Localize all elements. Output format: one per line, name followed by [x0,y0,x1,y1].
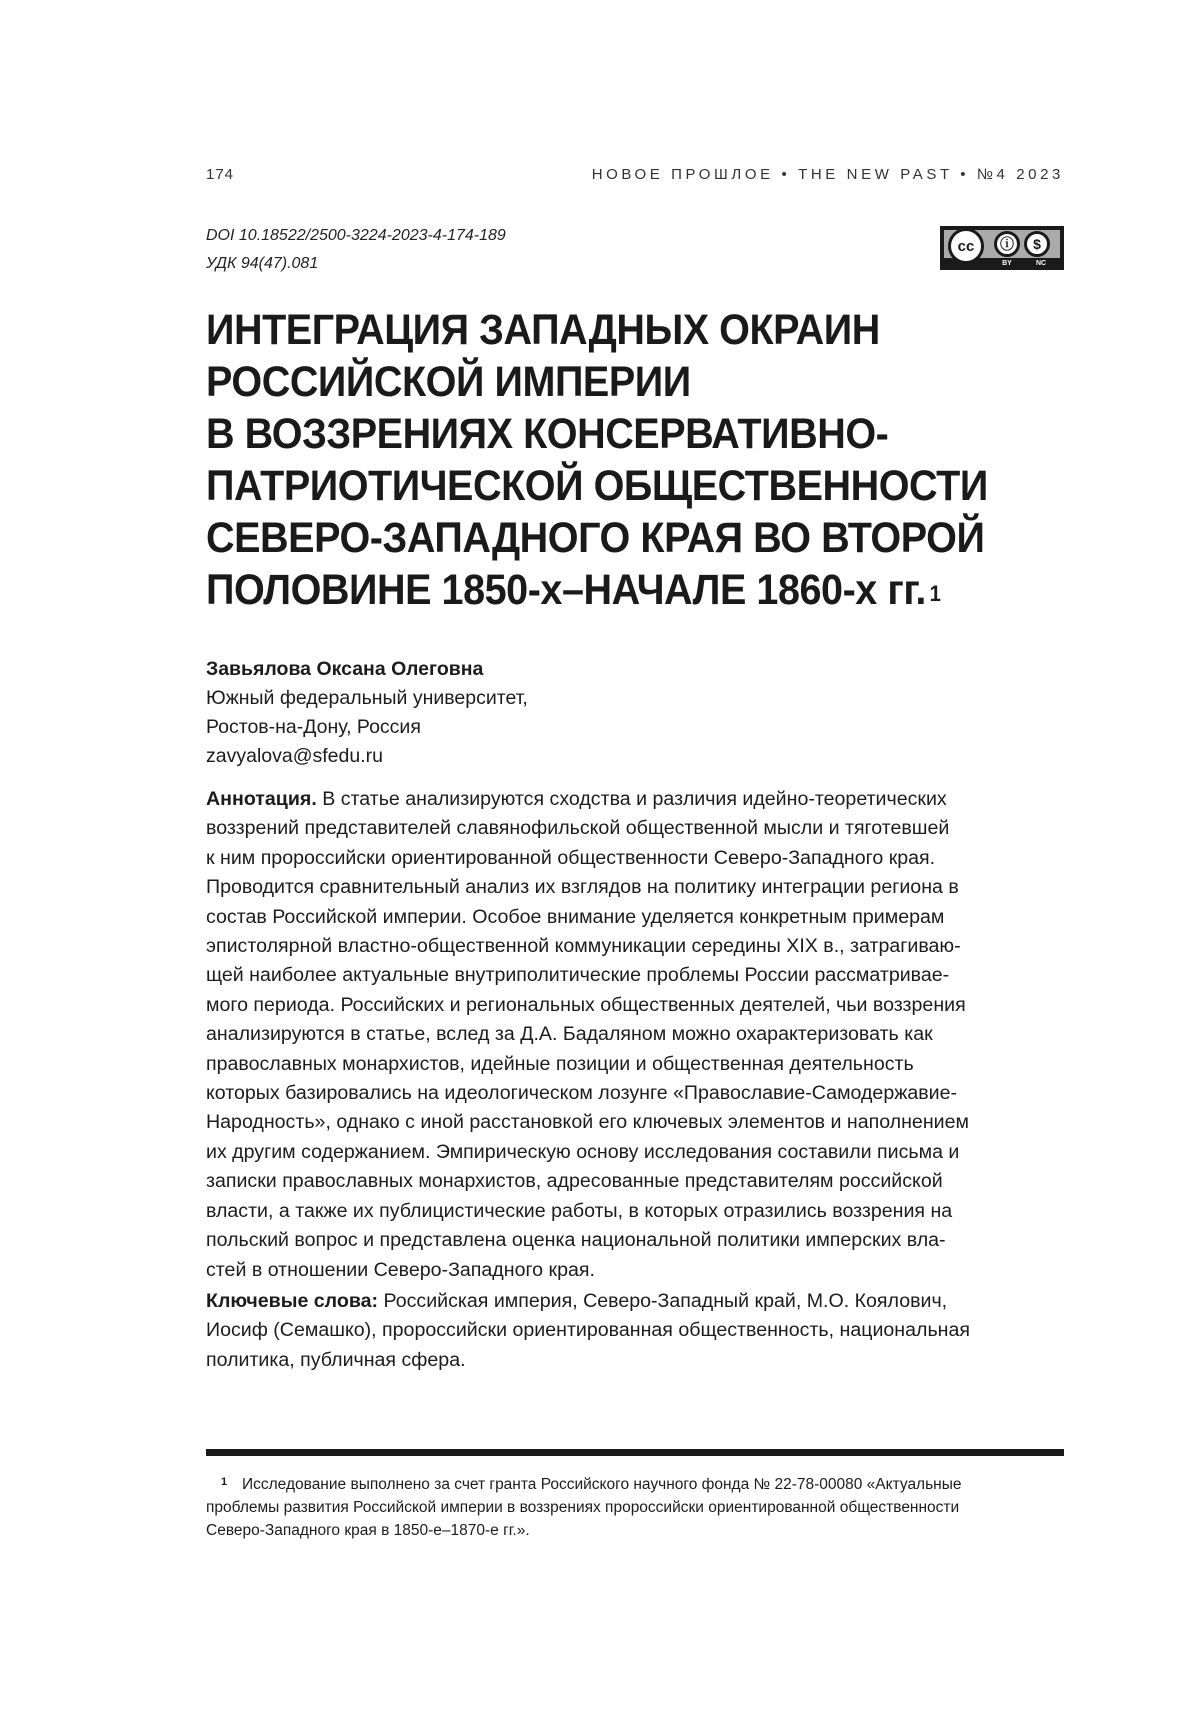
abstract-line: польский вопрос и представлена оценка национальной политики имперских вла- [206,1226,1056,1255]
journal-running-head: НОВОЕ ПРОШЛОЕ • THE NEW PAST • №4 2023 [592,166,1064,183]
footnote-mark: 1 [206,1471,242,1494]
keywords-line: политика, публичная сфера. [206,1346,1056,1375]
keywords-line: Иосиф (Семашко), пророссийски ориентированная общественность, национальная [206,1316,1056,1345]
abstract-line: власти, а также их публицистические работы, в которых отразились воззрения на [206,1197,1056,1226]
footnote-divider [206,1449,1064,1456]
abstract-text: В статье анализируются сходства и различия идейно-теоретических [317,788,947,810]
article-identifiers [206,222,506,278]
footnote-line: проблемы развития Российской империи в воззрениях пророссийски ориентированной общественности [206,1496,1066,1519]
title-footnote-mark: 1 [930,581,941,606]
title-line-text: ПОЛОВИНЕ 1850-х–НАЧАЛЕ 1860-х гг. [206,566,926,614]
abstract-line: анализируются в статье, вслед за Д.А. Бадаляном можно охарактеризовать как [206,1020,1056,1049]
footnote-text: Исследование выполнено за счет гранта Российского научного фонда № 22-78-00080 «Актуальные [242,1476,962,1493]
cc-by-label: BY [994,259,1020,269]
title-line: В ВОЗЗРЕНИЯХ КОНСЕРВАТИВНО- [206,408,1034,460]
abstract-line: эпистолярной властно-общественной коммуникации середины XIX в., затрагиваю- [206,932,1056,961]
creative-commons-icon: cc [948,228,984,264]
cc-by-nc-icon [940,226,1064,270]
author-name: Завьялова Оксана Олеговна [206,655,528,684]
abstract-line: которых базировались на идеологическом лозунге «Православие-Самодержавие- [206,1079,1056,1108]
abstract-label: Аннотация. [206,788,317,810]
keywords [206,1287,1056,1375]
doi: DOI 10.18522/2500-3224-2023-4-174-189 [206,222,506,250]
non-commercial-icon: $ [1024,231,1050,257]
keywords-text: Российская империя, Северо-Западный край, М.О. Коялович, [378,1290,947,1312]
title-line: ПАТРИОТИЧЕСКОЙ ОБЩЕСТВЕННОСТИ [206,460,1034,512]
abstract-line: православных монархистов, идейные позиции и общественная деятельность [206,1050,1056,1079]
abstract-line: состав Российской империи. Особое внимание уделяется конкретным примерам [206,903,1056,932]
abstract-line: их другим содержанием. Эмпирическую основу исследования составили письма и [206,1138,1056,1167]
footnote [206,1473,1066,1542]
keywords-label: Ключевые слова: [206,1290,378,1312]
author-affiliation: Южный федеральный университет, [206,684,528,713]
abstract-line: записки православных монархистов, адресованные представителям российской [206,1167,1056,1196]
abstract [206,785,1056,1285]
keywords-line [206,1287,1056,1316]
abstract-line: воззрений представителей славянофильской общественной мысли и тяготевшей [206,814,1056,843]
attribution-icon: ⓘ [994,231,1020,257]
abstract-line: мого периода. Российских и региональных общественных деятелей, чьи воззрения [206,991,1056,1020]
title-line: СЕВЕРО-ЗАПАДНОГО КРАЯ ВО ВТОРОЙ [206,512,1034,564]
abstract-line: к ним пророссийски ориентированной общественности Северо-Западного края. [206,844,1056,873]
title-line [206,564,1034,616]
abstract-line: Проводится сравнительный анализ их взглядов на политику интеграции региона в [206,873,1056,902]
title-line: РОССИЙСКОЙ ИМПЕРИИ [206,356,1034,408]
author-email[interactable]: zavyalova@sfedu.ru [206,742,528,771]
abstract-line: Народность», однако с иной расстановкой его ключевых элементов и наполнением [206,1108,1056,1137]
footnote-line [206,1473,1066,1496]
abstract-line [206,785,1056,814]
cc-labels [994,259,1054,269]
author-block [206,655,528,771]
article-title [206,304,1034,616]
udk: УДК 94(47).081 [206,250,506,278]
cc-nc-label: NC [1028,259,1054,269]
abstract-line: стей в отношении Северо-Западного края. [206,1256,1056,1285]
page-number: 174 [206,166,234,183]
title-line: ИНТЕГРАЦИЯ ЗАПАДНЫХ ОКРАИН [206,304,1034,356]
footnote-line: Северо-Западного края в 1850-е–1870-е гг.». [206,1519,1066,1542]
author-location: Ростов-на-Дону, Россия [206,713,528,742]
abstract-line: щей наиболее актуальные внутриполитические проблемы России рассматривае- [206,961,1056,990]
